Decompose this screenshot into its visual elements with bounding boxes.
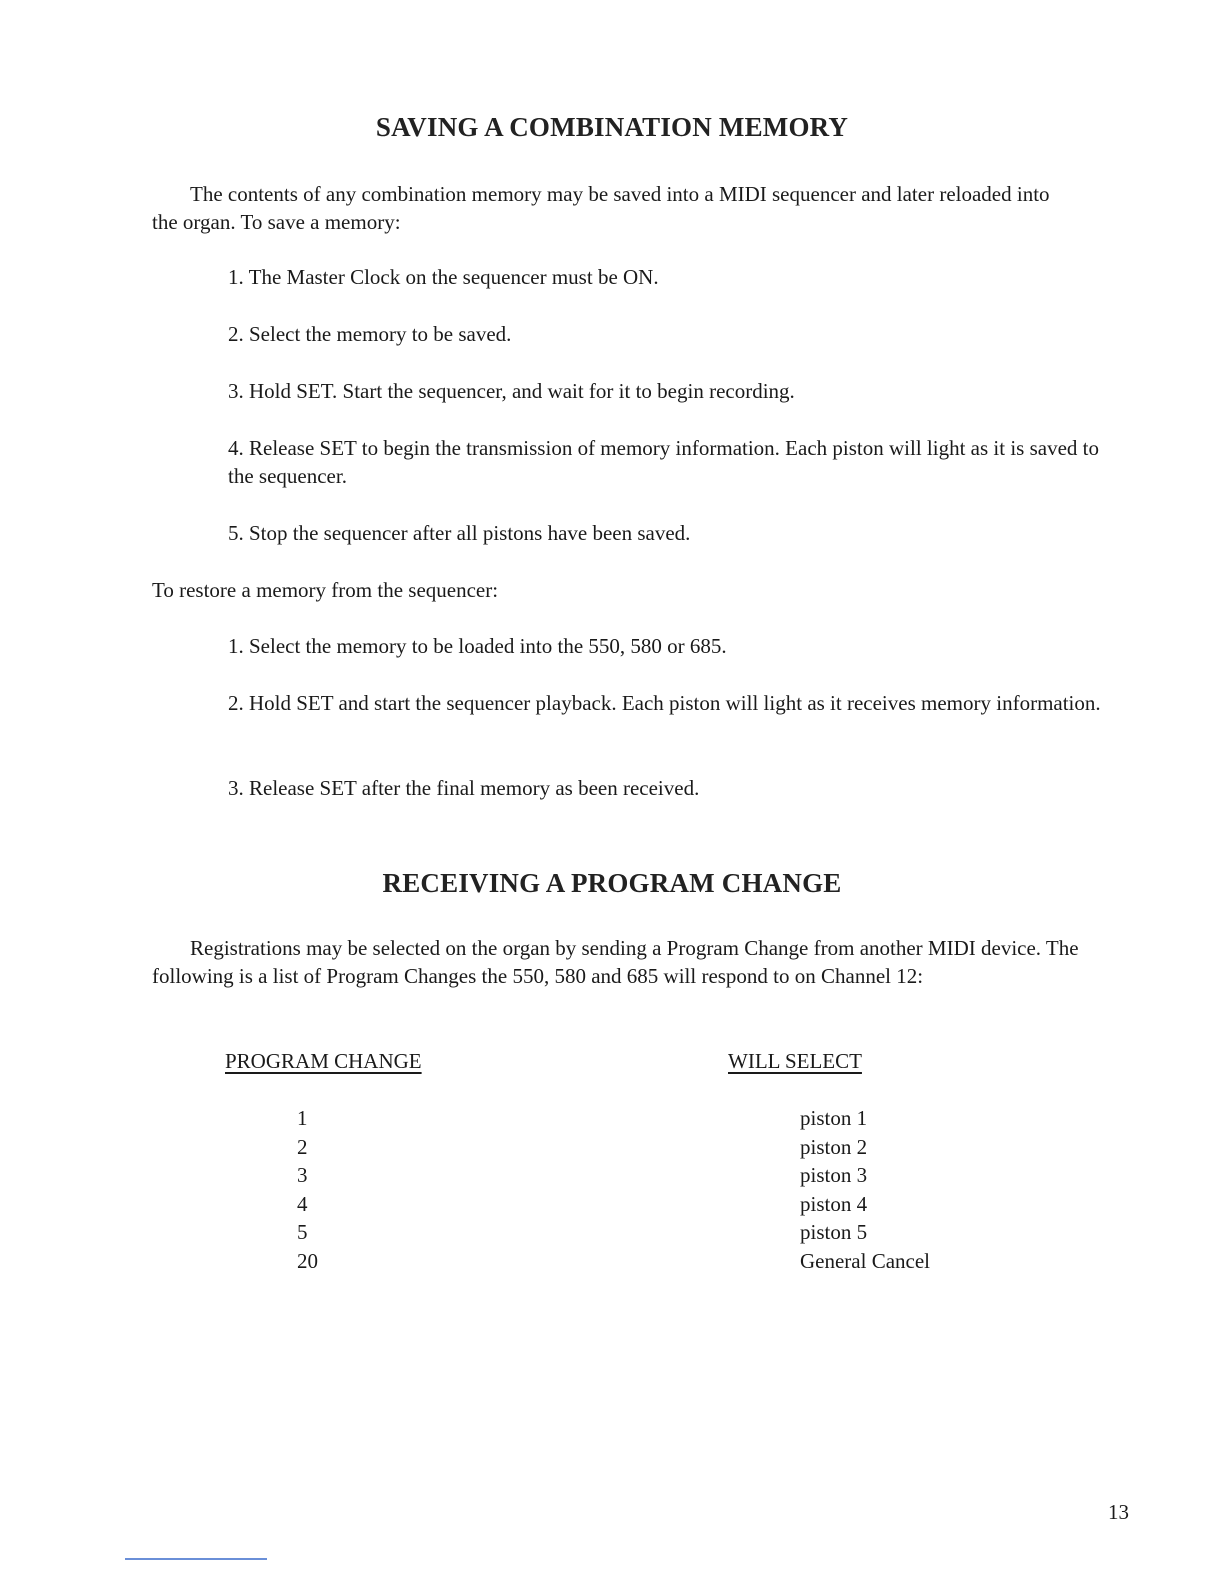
restore-step-1: 1. Select the memory to be loaded into the 550, 580 or 685. [228,634,727,658]
save-step-3: 3. Hold SET. Start the sequencer, and wait for it to begin recording. [228,379,795,403]
selection-value: piston 5 [800,1220,868,1245]
program-number: 2 [297,1134,308,1159]
program-number: 20 [297,1248,318,1273]
column-header-program-change: PROGRAM CHANGE [225,1049,422,1073]
save-step-4: 4. Release SET to begin the transmission of memory information. Each piston will light as it is saved to the sequencer. [228,436,1099,488]
program-number: 5 [297,1220,308,1245]
section-title-program-change: RECEIVING A PROGRAM CHANGE [382,868,842,898]
restore-step-3: 3. Release SET after the final memory as been received. [228,776,700,800]
selection-value: General Cancel [800,1248,931,1273]
saving-intro-paragraph: The contents of any combination memory may be saved into a MIDI sequencer and later reloaded into the organ. To save a memory: [152,182,1050,234]
restore-intro: To restore a memory from the sequencer: [152,578,499,602]
section-title-saving: SAVING A COMBINATION MEMORY [375,112,849,142]
save-step-5: 5. Stop the sequencer after all pistons have been saved. [228,521,691,545]
program-number: 1 [297,1106,308,1130]
selection-value: piston 1 [800,1106,868,1130]
selection-list [800,1104,930,1276]
save-step-2: 2. Select the memory to be saved. [228,322,512,346]
save-step-1: 1. The Master Clock on the sequencer must be ON. [228,265,659,289]
restore-step-2: 2. Hold SET and start the sequencer playback. Each piston will light as it receives memory information. [228,691,1101,715]
selection-value: piston 3 [800,1163,868,1188]
page-number: 13 [1108,1500,1129,1524]
column-header-will-select: WILL SELECT [728,1049,862,1073]
program-change-intro-paragraph: Registrations may be selected on the organ by sending a Program Change from another MIDI device. The following is a list of Program Changes the 550, 580 and 685 will respond to on Channel 12: [152,936,1079,988]
program-number: 3 [297,1163,308,1188]
footer-rule [125,1558,267,1560]
program-number: 4 [297,1191,308,1216]
selection-value: piston 4 [800,1191,868,1216]
program-number-list [297,1104,318,1276]
selection-value: piston 2 [800,1134,868,1159]
